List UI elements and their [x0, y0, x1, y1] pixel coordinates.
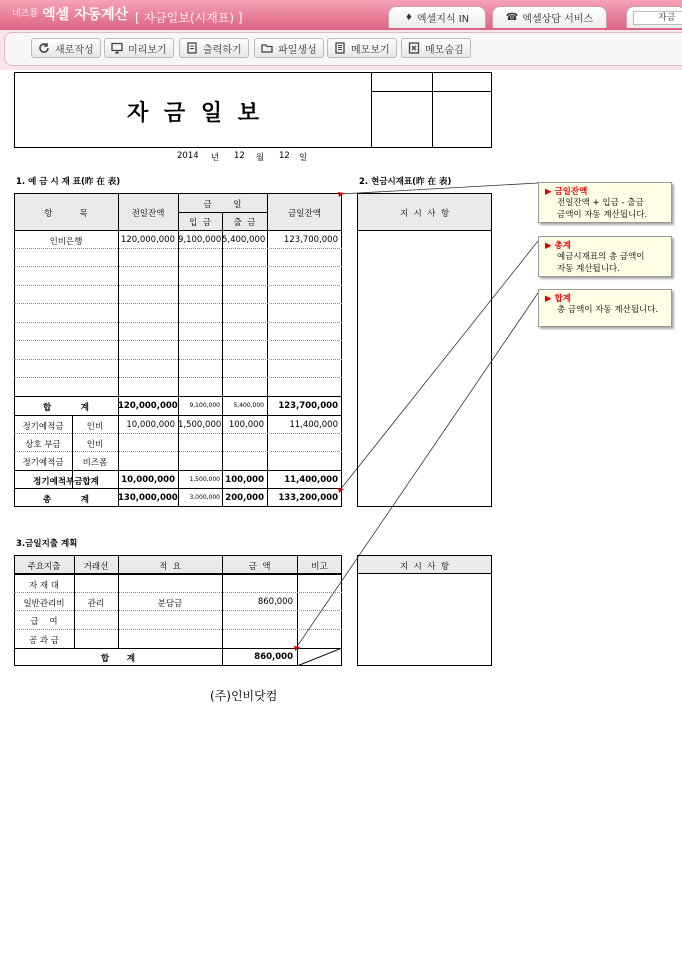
grand-total-label: 총 계 — [42, 495, 89, 505]
header-balance: 금일잔액 — [288, 209, 321, 219]
subtotal-prev: 120,000,000 — [118, 401, 178, 411]
button-label: 메모숨김 — [425, 44, 464, 56]
savings-total-prev: 10,000,000 — [121, 475, 175, 485]
subtotal-out: 5,400,000 — [233, 402, 264, 409]
header-in: 입 금 — [189, 218, 211, 228]
deposit-in: 9,100,000 — [178, 235, 222, 245]
date-year-unit: 년 — [211, 153, 220, 163]
date-year: 2014 — [177, 151, 199, 161]
memo-note-grand-total — [538, 236, 672, 277]
note-body: 예금시재표의 총 금액이 — [557, 252, 645, 263]
savings-balance: 11,400,000 — [289, 420, 338, 430]
savings-cat: 정기예적금 — [22, 422, 64, 432]
savings-item: 인비 — [86, 440, 104, 450]
note-title: ▶ 금일잔액 — [545, 187, 588, 197]
expense-desc: 분담금 — [157, 599, 183, 609]
note-body: 자동 계산됩니다. — [557, 263, 620, 274]
button-label: 메모보기 — [351, 44, 390, 56]
date-month: 12 — [234, 151, 245, 161]
phone-icon: ☎ — [505, 12, 519, 23]
expense-total-amount: 860,000 — [254, 652, 293, 662]
expense-main: 자 재 대 — [28, 581, 60, 591]
subtotal-label: 합 계 — [42, 403, 89, 413]
header-today: 금 일 — [203, 200, 242, 210]
expense-main: 공 과 금 — [28, 636, 60, 646]
button-label: 출력하기 — [203, 44, 242, 56]
subtotal-in: 9,100,000 — [189, 402, 220, 409]
deposit-out: 5,400,000 — [222, 235, 266, 245]
deposit-item: 인비은행 — [49, 237, 83, 247]
deposit-prev: 120,000,000 — [120, 235, 175, 245]
savings-total-label: 정기예적부금합계 — [33, 477, 99, 487]
expense-header-amount: 금 액 — [248, 562, 271, 572]
savings-total-out: 100,000 — [225, 475, 264, 485]
section1-title: 1. 예 금 시 재 표(昨 在 表) — [16, 177, 121, 187]
expense-header-vendor: 거래선 — [83, 562, 109, 572]
savings-in: 1,500,000 — [178, 420, 222, 430]
note-body: 총 금액이 자동 계산됩니다. — [557, 305, 659, 316]
brand-title: 엑셀 자동계산 — [42, 7, 129, 23]
deposit-balance: 123,700,000 — [283, 235, 338, 245]
date-day-unit: 일 — [299, 153, 308, 163]
note-title: ▶ 합계 — [545, 294, 571, 304]
expense-vendor: 관리 — [87, 599, 105, 609]
tab-label: 엑셀상담 서비스 — [522, 14, 594, 25]
expense-main: 급 여 — [30, 617, 58, 627]
tab-fund-input[interactable]: 자금 — [633, 11, 682, 25]
brand-small: 네즈폼 — [12, 9, 39, 19]
grand-total-in: 3,000,000 — [189, 494, 220, 501]
memo-note-balance — [538, 182, 672, 223]
savings-total-balance: 11,400,000 — [284, 475, 338, 485]
date-month-unit: 월 — [256, 153, 265, 163]
savings-item: 인비 — [86, 422, 104, 432]
cash-instruction-header: 지 시 사 항 — [399, 209, 450, 219]
tab-label: 엑셀지식 IN — [416, 14, 470, 25]
savings-prev: 10,000,000 — [126, 420, 175, 430]
subtotal-balance: 123,700,000 — [278, 401, 338, 411]
savings-item: 비즈폼 — [82, 458, 108, 468]
savings-total-in: 1,500,000 — [189, 476, 220, 483]
button-label: 파일생성 — [278, 44, 317, 56]
note-title: ▶ 총계 — [545, 241, 571, 251]
expense-header-note: 비고 — [311, 562, 328, 572]
section3-title: 3.금일지출 계획 — [16, 539, 78, 549]
expense-amount: 860,000 — [257, 597, 293, 607]
expense-header-desc: 적 요 — [159, 562, 181, 572]
grand-total-prev: 130,000,000 — [118, 493, 178, 503]
expense-header-main: 주요지출 — [27, 562, 61, 572]
grand-total-balance: 133,200,000 — [278, 493, 338, 503]
company-name: (주)인비닷컴 — [210, 689, 278, 703]
page-title: 자 금 일 보 — [127, 101, 263, 126]
savings-out: 100,000 — [228, 420, 264, 430]
date-day: 12 — [279, 151, 290, 161]
lightbulb-icon: ♦ — [404, 12, 413, 23]
expense-total-label: 합 계 — [100, 654, 136, 664]
button-label: 새로작성 — [55, 44, 94, 56]
section2-title: 2. 현금시재표(昨 在 表) — [359, 177, 452, 187]
expense-main: 일반관리비 — [23, 599, 65, 609]
note-body: 전일잔액 + 입금 - 출금 — [557, 198, 644, 209]
savings-cat: 상호 부금 — [25, 440, 61, 450]
expense-instruction-header: 지 시 사 항 — [399, 562, 450, 572]
savings-cat: 정기예적금 — [22, 458, 64, 468]
sheet-name: [ 자금일보(시재표) ] — [135, 11, 243, 25]
header-prev: 전일잔액 — [131, 209, 165, 219]
button-label: 미리보기 — [128, 44, 167, 56]
grand-total-out: 200,000 — [225, 493, 264, 503]
note-body: 금액이 자동 계산됩니다. — [557, 209, 648, 220]
header-item: 항 목 — [44, 209, 88, 219]
header-out: 출 금 — [233, 218, 256, 228]
memo-note-total — [538, 289, 672, 327]
